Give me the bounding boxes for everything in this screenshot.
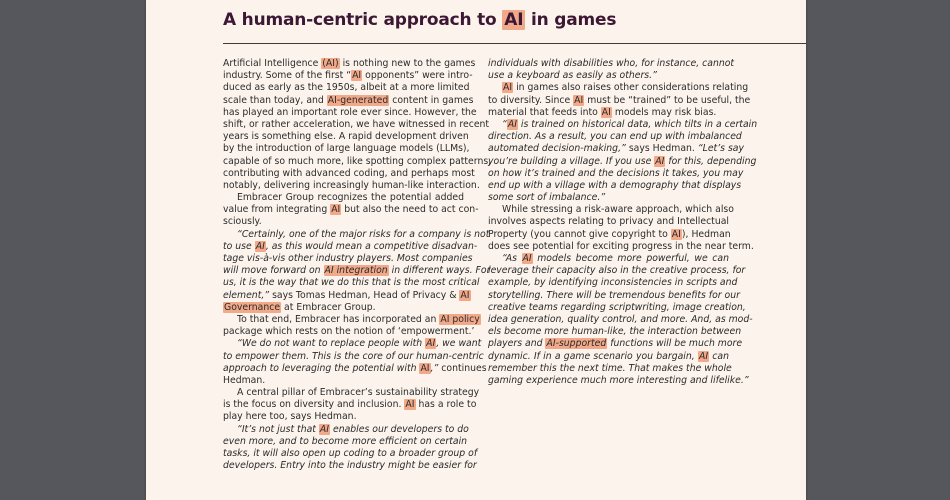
italic-segment: element,” [223, 289, 270, 301]
text-line [223, 460, 477, 472]
text-line [223, 58, 476, 70]
text-line [223, 167, 475, 180]
text-segment: value from integrating [223, 204, 331, 216]
title-text-end: in games [525, 10, 617, 30]
text-line [488, 301, 746, 314]
text-line [223, 435, 468, 448]
text-segment: play here too, says Hedman. [223, 411, 357, 423]
text-segment: to empower them. This is the core of our human-centric [223, 350, 484, 362]
text-line [223, 70, 473, 82]
text-line [223, 375, 464, 387]
text-segment: sciously. [223, 216, 262, 228]
text-segment: storytelling. There will be tremendous benefits for our [488, 289, 740, 301]
text-segment: is nothing new to the games [339, 58, 476, 69]
text-line [488, 351, 729, 363]
text-segment: individuals with disabilities who, for instance, cannot [488, 58, 735, 69]
highlight-ai-term: AI-generated [327, 94, 389, 106]
text-segment: els become more human-like, the interaction between [488, 326, 742, 338]
text-segment: , as this would mean a competitive disadvan- [265, 240, 478, 252]
text-line [488, 362, 732, 375]
text-line [488, 204, 734, 216]
highlight-ai-term: AI [671, 228, 681, 240]
text-segment: enables our developers to do [330, 423, 469, 435]
text-segment: models may risk bias. [611, 106, 717, 118]
text-line [488, 216, 729, 228]
text-segment: use a keyboard as easily as others.” [488, 70, 657, 82]
text-line [223, 399, 477, 411]
text-segment: leverage their capacity also in the creative process, for [488, 265, 746, 277]
text-line [488, 277, 738, 289]
text-line [223, 350, 484, 363]
italic-segment: automated decision-making,” [488, 143, 626, 155]
text-segment: “We do not want to replace people with [237, 338, 426, 350]
text-line [488, 229, 729, 241]
text-segment: us, it is the way that we do this that is the most critical [223, 277, 480, 289]
text-line [488, 313, 753, 326]
text-line [488, 94, 751, 107]
text-segment: “It’s not just that [237, 423, 319, 435]
text-segment: on how it’s trained and the decisions it takes, you may [488, 167, 744, 179]
text-segment: does see potential for exciting progress in the near term. [488, 240, 754, 252]
highlight-ai-term: AI [522, 253, 532, 264]
text-segment: must be “trained” to be useful, the [584, 94, 751, 106]
text-segment: at Embracer Group. [281, 301, 376, 313]
text-line [223, 82, 470, 94]
highlight-ai-term: AI [503, 82, 513, 94]
text-segment: to diversity. Since [488, 94, 574, 106]
text-line [223, 277, 480, 289]
highlight-ai-term: AI [507, 118, 517, 130]
text-segment: to use [223, 240, 255, 252]
text-segment: for this, depending [665, 155, 757, 167]
right-text-column [488, 58, 758, 387]
text-line [223, 313, 480, 326]
text-segment: continues [438, 362, 487, 374]
text-line [488, 338, 743, 350]
text-segment: will move forward on [223, 265, 324, 277]
highlight-ai-term: AI [331, 204, 341, 216]
highlight-ai-term: Governance [224, 301, 281, 313]
text-segment: is trained on historical data, which tilts in a certain [517, 118, 758, 130]
text-line [223, 131, 469, 143]
text-line [223, 326, 475, 338]
text-segment: but also the need to act con- [341, 204, 479, 216]
left-text-column [223, 58, 492, 472]
text-segment: gaming experience much more interesting and lifelike.” [488, 374, 749, 386]
text-line [223, 387, 480, 399]
text-segment: Property (you cannot give copyright to [488, 228, 671, 240]
text-line [488, 240, 754, 253]
text-segment: contributing with advanced coding, and perhaps most [223, 167, 475, 179]
text-line [223, 302, 464, 314]
text-line [488, 107, 729, 119]
highlight-ai-term: AI integration [324, 265, 388, 277]
text-segment: A central pillar of Embracer’s sustainability strategy [237, 387, 480, 399]
text-segment: direction. As a result, you can end up with imbalanced [488, 131, 742, 143]
text-line [488, 253, 729, 265]
text-line [223, 289, 470, 302]
highlight-ai-term: AI [460, 289, 470, 301]
title-text-start: A human-centric approach to [223, 10, 503, 30]
text-line [223, 265, 491, 277]
text-line [488, 192, 729, 204]
text-segment: capable of so much more, like spotting complex patterns, [223, 155, 492, 167]
text-line [488, 167, 744, 180]
text-segment: says Tomas Hedman, Head of Privacy & [269, 289, 460, 301]
text-line [223, 228, 490, 241]
text-segment: example, by identifying inconsistencies in scripts and [488, 277, 738, 289]
title-highlight-ai: AI [504, 10, 524, 30]
text-line [488, 70, 729, 82]
highlight-ai-term: AI [319, 423, 330, 435]
text-segment: shift, or rather acceleration, we have witnessed in recent [223, 118, 490, 130]
text-line [223, 216, 464, 228]
text-line [223, 448, 478, 460]
text-line [488, 374, 749, 387]
text-segment: “Certainly, one of the major risks for a company is not [237, 228, 490, 240]
text-segment: even more, and to become more efficient on certain [223, 435, 468, 447]
highlight-ai-term: AI [405, 399, 415, 411]
italic-segment: ,” [430, 362, 439, 374]
text-segment: “As [502, 253, 522, 264]
text-segment: notably, delivering increasingly human-like interaction. [223, 179, 480, 191]
text-line [223, 143, 470, 155]
text-segment: in different ways. For [388, 265, 491, 277]
highlight-ai-term: AI-supported [546, 338, 607, 350]
highlight-ai-term: AI [655, 155, 665, 167]
highlight-ai-term: AI [426, 338, 436, 350]
text-segment: content in games [389, 94, 474, 106]
article-title [223, 10, 616, 30]
text-segment: dynamic. If in a game scenario you bargain, [488, 350, 698, 362]
text-segment: To that end, Embracer has incorporated an [237, 313, 440, 325]
highlight-ai-term: AI [574, 94, 584, 106]
text-line [223, 118, 490, 131]
document-page [146, 0, 806, 500]
text-segment: is the focus on diversity and inclusion. [223, 399, 405, 411]
text-line [223, 338, 482, 350]
text-segment: tasks, it will also open up coding to a broader group of [223, 448, 478, 459]
text-segment: While stressing a risk-aware approach, which also [502, 204, 734, 216]
text-segment: developers. Entry into the industry might be easier for [223, 460, 477, 472]
text-line [223, 423, 469, 436]
text-segment: by the introduction of large language models (LLMs), [223, 143, 470, 155]
text-segment: opponents” were intro- [362, 70, 473, 82]
highlight-ai-term: AI policy [440, 313, 480, 325]
text-segment: involves aspects relating to privacy and Intellectual [488, 216, 729, 228]
text-segment: you’re building a village. If you use [488, 155, 655, 167]
text-line [223, 94, 474, 107]
text-line [488, 179, 742, 192]
text-line [223, 362, 487, 375]
text-segment: functions will be much more [607, 338, 743, 350]
text-segment: ), Hedman [681, 228, 731, 240]
text-segment: years is something else. A rapid development driven [223, 131, 469, 143]
highlight-ai-term: AI [255, 240, 265, 252]
text-segment: remember this the next time. That makes the whole [488, 362, 732, 374]
text-line [223, 240, 478, 253]
text-segment: end up with a village with a demography that displays [488, 179, 742, 191]
text-line [223, 155, 492, 168]
text-segment: has a role to [415, 399, 477, 411]
text-line [223, 106, 477, 119]
text-segment: models become more powerful, we can [532, 253, 729, 264]
text-line [488, 58, 735, 70]
highlight-ai-term: AI [601, 106, 611, 118]
text-segment: “ [502, 118, 507, 130]
text-segment: package which rests on the notion of ‘empowerment.’ [223, 326, 475, 338]
text-line [488, 289, 740, 302]
highlight-ai-term: (AI) [322, 58, 339, 69]
text-segment: Hedman. [223, 374, 266, 386]
text-segment: idea generation, quality control, and more. And, as mod- [488, 313, 753, 325]
italic-segment: “Let’s say [697, 143, 745, 155]
text-line [488, 131, 742, 143]
text-segment: can [709, 350, 730, 362]
viewer-background [806, 0, 950, 500]
text-segment: material that feeds into [488, 106, 601, 118]
text-line [488, 326, 742, 338]
text-segment: duced as early as the 1950s, albeit at a more limited [223, 82, 470, 94]
text-line [488, 155, 757, 168]
text-segment: has played an important role ever since. However, the [223, 106, 477, 118]
text-segment: , we want [436, 338, 482, 350]
text-segment: creative teams regarding scriptwriting, image creation, [488, 301, 746, 313]
highlight-ai-term: AI [352, 70, 362, 82]
text-line [223, 192, 464, 204]
text-line [223, 411, 464, 423]
highlight-ai-term: AI [698, 350, 709, 362]
title-divider [223, 43, 806, 44]
text-segment: Artificial Intelligence [223, 58, 322, 69]
text-line [223, 204, 479, 216]
text-segment: tage vis-à-vis other industry players. Most companies [223, 253, 473, 264]
text-line [488, 82, 749, 94]
text-line [223, 253, 473, 265]
highlight-ai-term: AI [420, 362, 430, 374]
text-segment: scale than today, and [223, 94, 327, 106]
text-segment: industry. Some of the first “ [223, 70, 352, 82]
text-segment: Embracer Group recognizes the potential added [237, 192, 464, 204]
text-segment: some sort of imbalance.” [488, 192, 606, 204]
text-segment: says Hedman. [625, 143, 698, 155]
text-segment: in games also raises other considerations relating [513, 82, 749, 94]
text-line [223, 179, 480, 192]
italic-segment: approach to leveraging the potential with [223, 362, 420, 374]
text-line [488, 143, 745, 155]
text-segment: players and [488, 338, 546, 350]
text-line [488, 265, 746, 277]
text-line [488, 118, 758, 131]
